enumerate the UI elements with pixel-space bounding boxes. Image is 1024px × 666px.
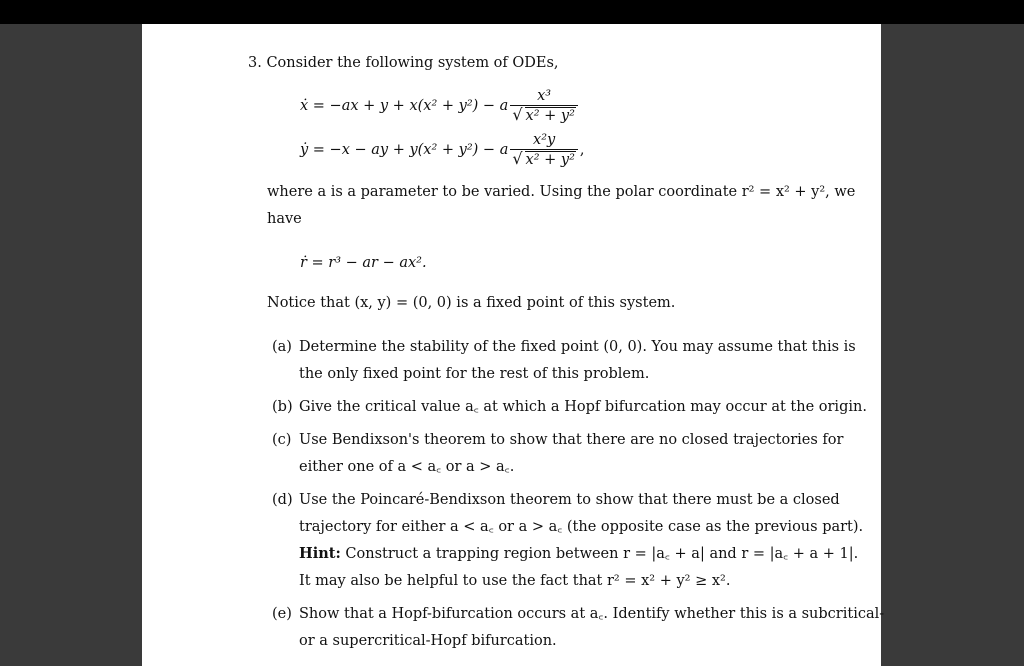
part-a-line-2: the only fixed point for the rest of this problem. xyxy=(299,366,650,382)
part-d-line-4: It may also be helpful to use the fact that r² = x² + y² ≥ x². xyxy=(299,573,731,589)
eq1-numerator: x³ xyxy=(537,88,552,104)
eq1-denominator: x² + y² xyxy=(525,108,575,124)
hint-text: Construct a trapping region between r = |a꜀ + a| and r = |a꜀ + a + 1|. xyxy=(345,546,859,562)
part-e-label: (e) xyxy=(272,606,292,622)
r-dot-equation: ṙ = r³ − ar − ax². xyxy=(300,255,427,271)
part-e-line-2: or a supercritical-Hopf bifurcation. xyxy=(299,633,557,649)
part-c-line-1: Use Bendixson's theorem to show that there are no closed trajectories for xyxy=(299,432,844,448)
problem-intro: Consider the following system of ODEs, xyxy=(266,55,559,71)
part-e-line-1: Show that a Hopf-bifurcation occurs at a꜀. Identify whether this is a subcritical- xyxy=(299,606,885,622)
part-b-line-1: Give the critical value a꜀ at which a Hopf bifurcation may occur at the origin. xyxy=(299,399,867,415)
hint-label: Hint: xyxy=(299,545,341,562)
equation-y-dot xyxy=(300,132,585,168)
part-d-hint xyxy=(299,545,858,563)
part-d-line-2: trajectory for either a < a꜀ or a > a꜀ (the opposite case as the previous part). xyxy=(299,519,864,535)
part-d-label: (d) xyxy=(272,492,293,508)
document-page xyxy=(142,24,885,666)
part-a-line-1: Determine the stability of the fixed point (0, 0). You may assume that this is xyxy=(299,339,856,355)
part-c-label: (c) xyxy=(272,432,292,448)
problem-number: 3. xyxy=(248,55,262,71)
part-c-line-2: either one of a < a꜀ or a > a꜀. xyxy=(299,459,515,475)
where-line-2: have xyxy=(267,211,302,227)
eq2-numerator: x²y xyxy=(533,132,556,148)
eq2-lhs: ẏ = −x − ay + y(x² + y²) − a xyxy=(300,142,509,158)
part-d-line-1: Use the Poincaré-Bendixson theorem to show that there must be a closed xyxy=(299,492,840,508)
problem-header xyxy=(248,54,559,72)
eq2-denominator: x² + y² xyxy=(525,152,575,168)
where-line-1: where a is a parameter to be varied. Using the polar coordinate r² = x² + y², we xyxy=(267,184,856,200)
equation-x-dot xyxy=(300,88,580,124)
eq2-fraction xyxy=(510,132,578,168)
sqrt-icon: √ xyxy=(512,149,523,168)
eq1-lhs: ẋ = −ax + y + x(x² + y²) − a xyxy=(300,98,509,114)
eq2-trailing: , xyxy=(579,142,585,158)
part-a-label: (a) xyxy=(272,339,292,355)
top-bar xyxy=(0,0,1024,24)
notice-text: Notice that (x, y) = (0, 0) is a fixed point of this system. xyxy=(267,295,676,311)
eq1-fraction xyxy=(510,88,578,124)
part-b-label: (b) xyxy=(272,399,293,415)
sqrt-icon: √ xyxy=(512,105,523,124)
